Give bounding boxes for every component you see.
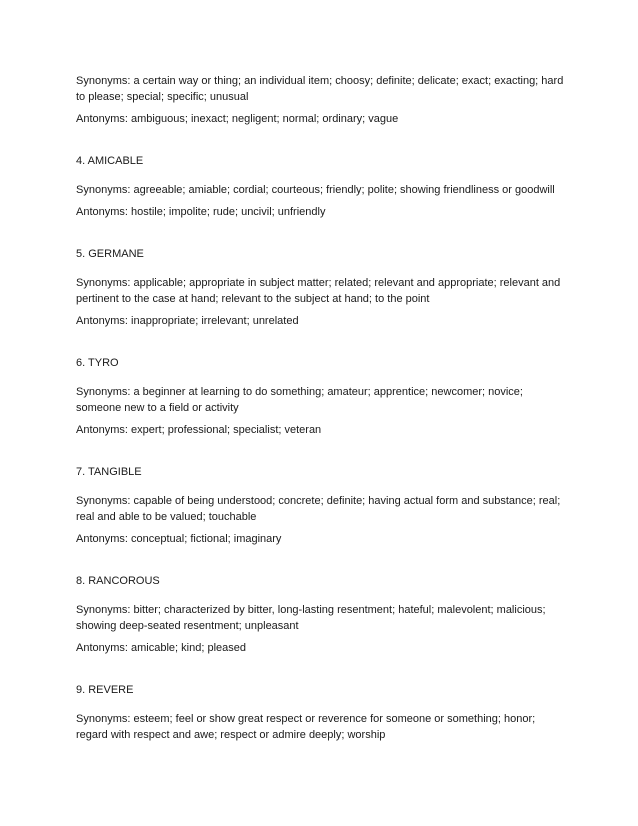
antonyms-text: Antonyms: hostile; impolite; rude; uncivil; unfriendly (76, 206, 326, 218)
synonyms-text: Synonyms: agreeable; amiable; cordial; courteous; friendly; polite; showing friendliness or goodwill (76, 184, 555, 196)
antonyms-text: Antonyms: expert; professional; specialist; veteran (76, 424, 322, 436)
document-body (76, 73, 564, 749)
entry-rancorous (76, 573, 564, 656)
entry-intro (76, 73, 564, 127)
entry-heading: 5. GERMANE (76, 248, 144, 260)
synonyms-text: Synonyms: capable of being understood; concrete; definite; having actual form and substance; real; real and able to be valued; touchable (76, 495, 561, 523)
synonyms-text: Synonyms: esteem; feel or show great respect or reverence for someone or something; honor; regard with respect and awe; respect or admire deeply; worship (76, 713, 536, 741)
entry-amicable (76, 153, 564, 220)
synonyms-text: Synonyms: applicable; appropriate in subject matter; related; relevant and appropriate; relevant and pertinent to the case at hand; relevant to the subject at hand; to the point (76, 277, 561, 305)
entry-heading: 7. TANGIBLE (76, 466, 142, 478)
entry-heading: 6. TYRO (76, 357, 119, 369)
antonyms-text: Antonyms: conceptual; fictional; imaginary (76, 533, 282, 545)
entry-germane (76, 246, 564, 329)
entry-tyro (76, 355, 564, 438)
antonyms-text: Antonyms: ambiguous; inexact; negligent; normal; ordinary; vague (76, 113, 399, 125)
synonyms-text: Synonyms: a beginner at learning to do something; amateur; apprentice; newcomer; novice; someone new to a field or activity (76, 386, 523, 414)
antonyms-text: Antonyms: amicable; kind; pleased (76, 642, 246, 654)
entry-heading: 9. REVERE (76, 684, 134, 696)
synonyms-text: Synonyms: a certain way or thing; an individual item; choosy; definite; delicate; exact; exacting; hard to please; special; specific; unusual (76, 75, 564, 103)
synonyms-text: Synonyms: bitter; characterized by bitter, long-lasting resentment; hateful; malevolent; malicious; showing deep-seated resentment; unpleasant (76, 604, 546, 632)
entry-heading: 8. RANCOROUS (76, 575, 160, 587)
antonyms-text: Antonyms: inappropriate; irrelevant; unrelated (76, 315, 299, 327)
entry-heading: 4. AMICABLE (76, 155, 144, 167)
entry-tangible (76, 464, 564, 547)
entry-revere (76, 682, 564, 743)
